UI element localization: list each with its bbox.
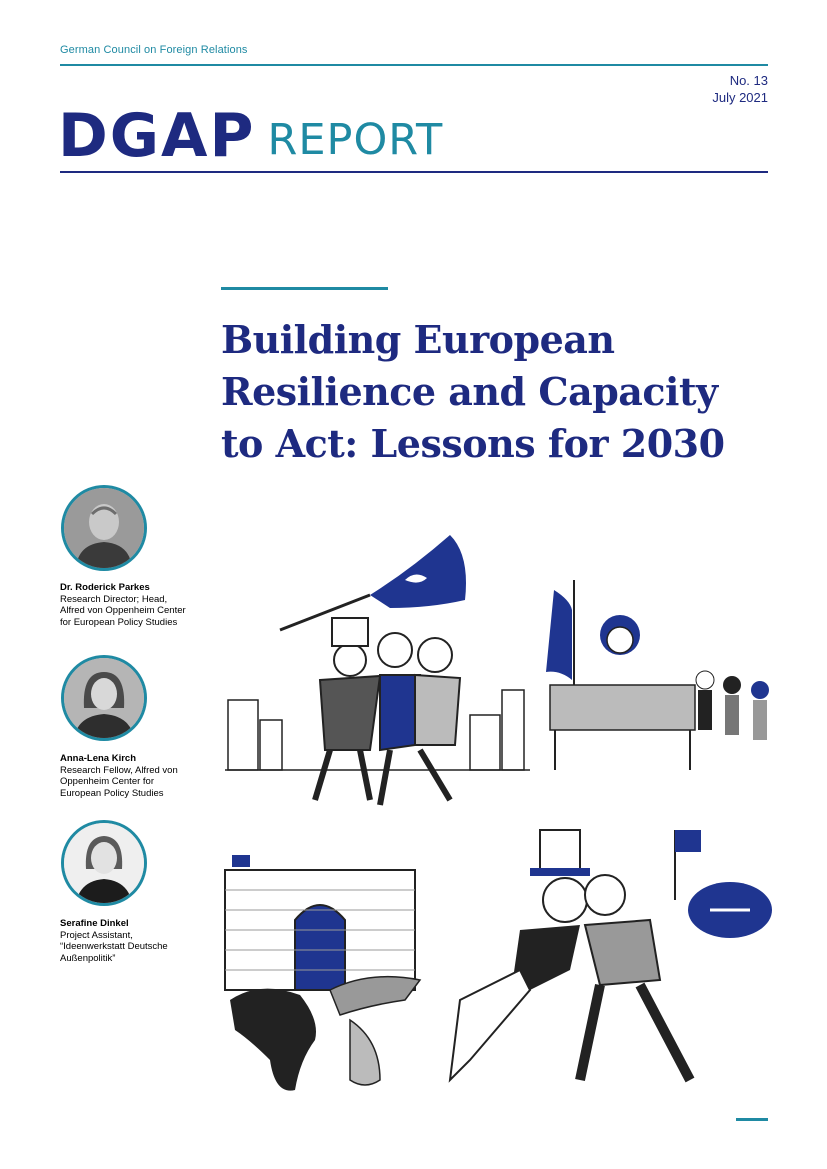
author-name: Serafine Dinkel [60, 918, 129, 929]
uncle-sam-figure-icon [450, 830, 590, 1080]
author-photo-parkes [61, 485, 147, 571]
negotiation-table-icon [550, 615, 769, 770]
author-parkes [60, 582, 210, 628]
portrait-woman-icon [64, 823, 144, 903]
eu-flag-small-icon [675, 830, 701, 900]
city-ruins-icon [225, 690, 530, 770]
report-title [221, 314, 761, 470]
logo-brand: DGAP [58, 101, 256, 171]
portrait-man-icon [64, 488, 144, 568]
issue-number: No. 13 [729, 73, 768, 88]
author-dinkel [60, 918, 210, 964]
handshake-bubble-icon [688, 882, 772, 938]
author-role-line: European Policy Studies [60, 787, 164, 799]
author-name: Dr. Roderick Parkes [60, 582, 150, 593]
logo-suffix: REPORT [267, 115, 444, 165]
author-role-line: for European Policy Studies [60, 616, 178, 628]
title-line-3: to Act: Lessons for 2030 [221, 421, 725, 466]
cover-illustration [220, 500, 780, 1100]
portrait-woman-icon [64, 658, 144, 738]
africa-map-icon [230, 989, 316, 1091]
footer-accent-bar [736, 1118, 768, 1121]
illustration-collage-icon [220, 500, 780, 1100]
issue-info [712, 72, 768, 106]
soldier-figure-icon [580, 875, 690, 1080]
organization-name: German Council on Foreign Relations [60, 44, 248, 56]
author-role-line: “Ideenwerkstatt Deutsche [60, 941, 168, 952]
dgap-report-logo [58, 101, 444, 171]
eu-flag-icon [546, 580, 574, 700]
crocodile-icon [330, 977, 420, 1085]
flag-icon [280, 535, 466, 630]
author-role-line: Oppenheim Center for [60, 776, 154, 787]
marching-figures-icon [315, 618, 460, 805]
author-role-line: Alfred von Oppenheim Center [60, 605, 186, 616]
author-name: Anna-Lena Kirch [60, 753, 137, 764]
title-line-1: Building European [221, 317, 615, 362]
brick-wall-icon [225, 855, 415, 990]
author-role-line: Research Director; Head, [60, 593, 168, 605]
title-line-2: Resilience and Capacity [221, 369, 718, 414]
author-photo-kirch [61, 655, 147, 741]
author-role-line: Research Fellow, Alfred von [60, 764, 178, 776]
author-role-line: Project Assistant, [60, 929, 133, 941]
header-rule [60, 64, 768, 66]
issue-date: July 2021 [712, 90, 768, 105]
logo-rule [60, 171, 768, 173]
author-kirch [60, 753, 210, 799]
author-photo-dinkel [61, 820, 147, 906]
author-role-line: Außenpolitik” [60, 952, 116, 964]
title-accent-bar [221, 287, 388, 290]
